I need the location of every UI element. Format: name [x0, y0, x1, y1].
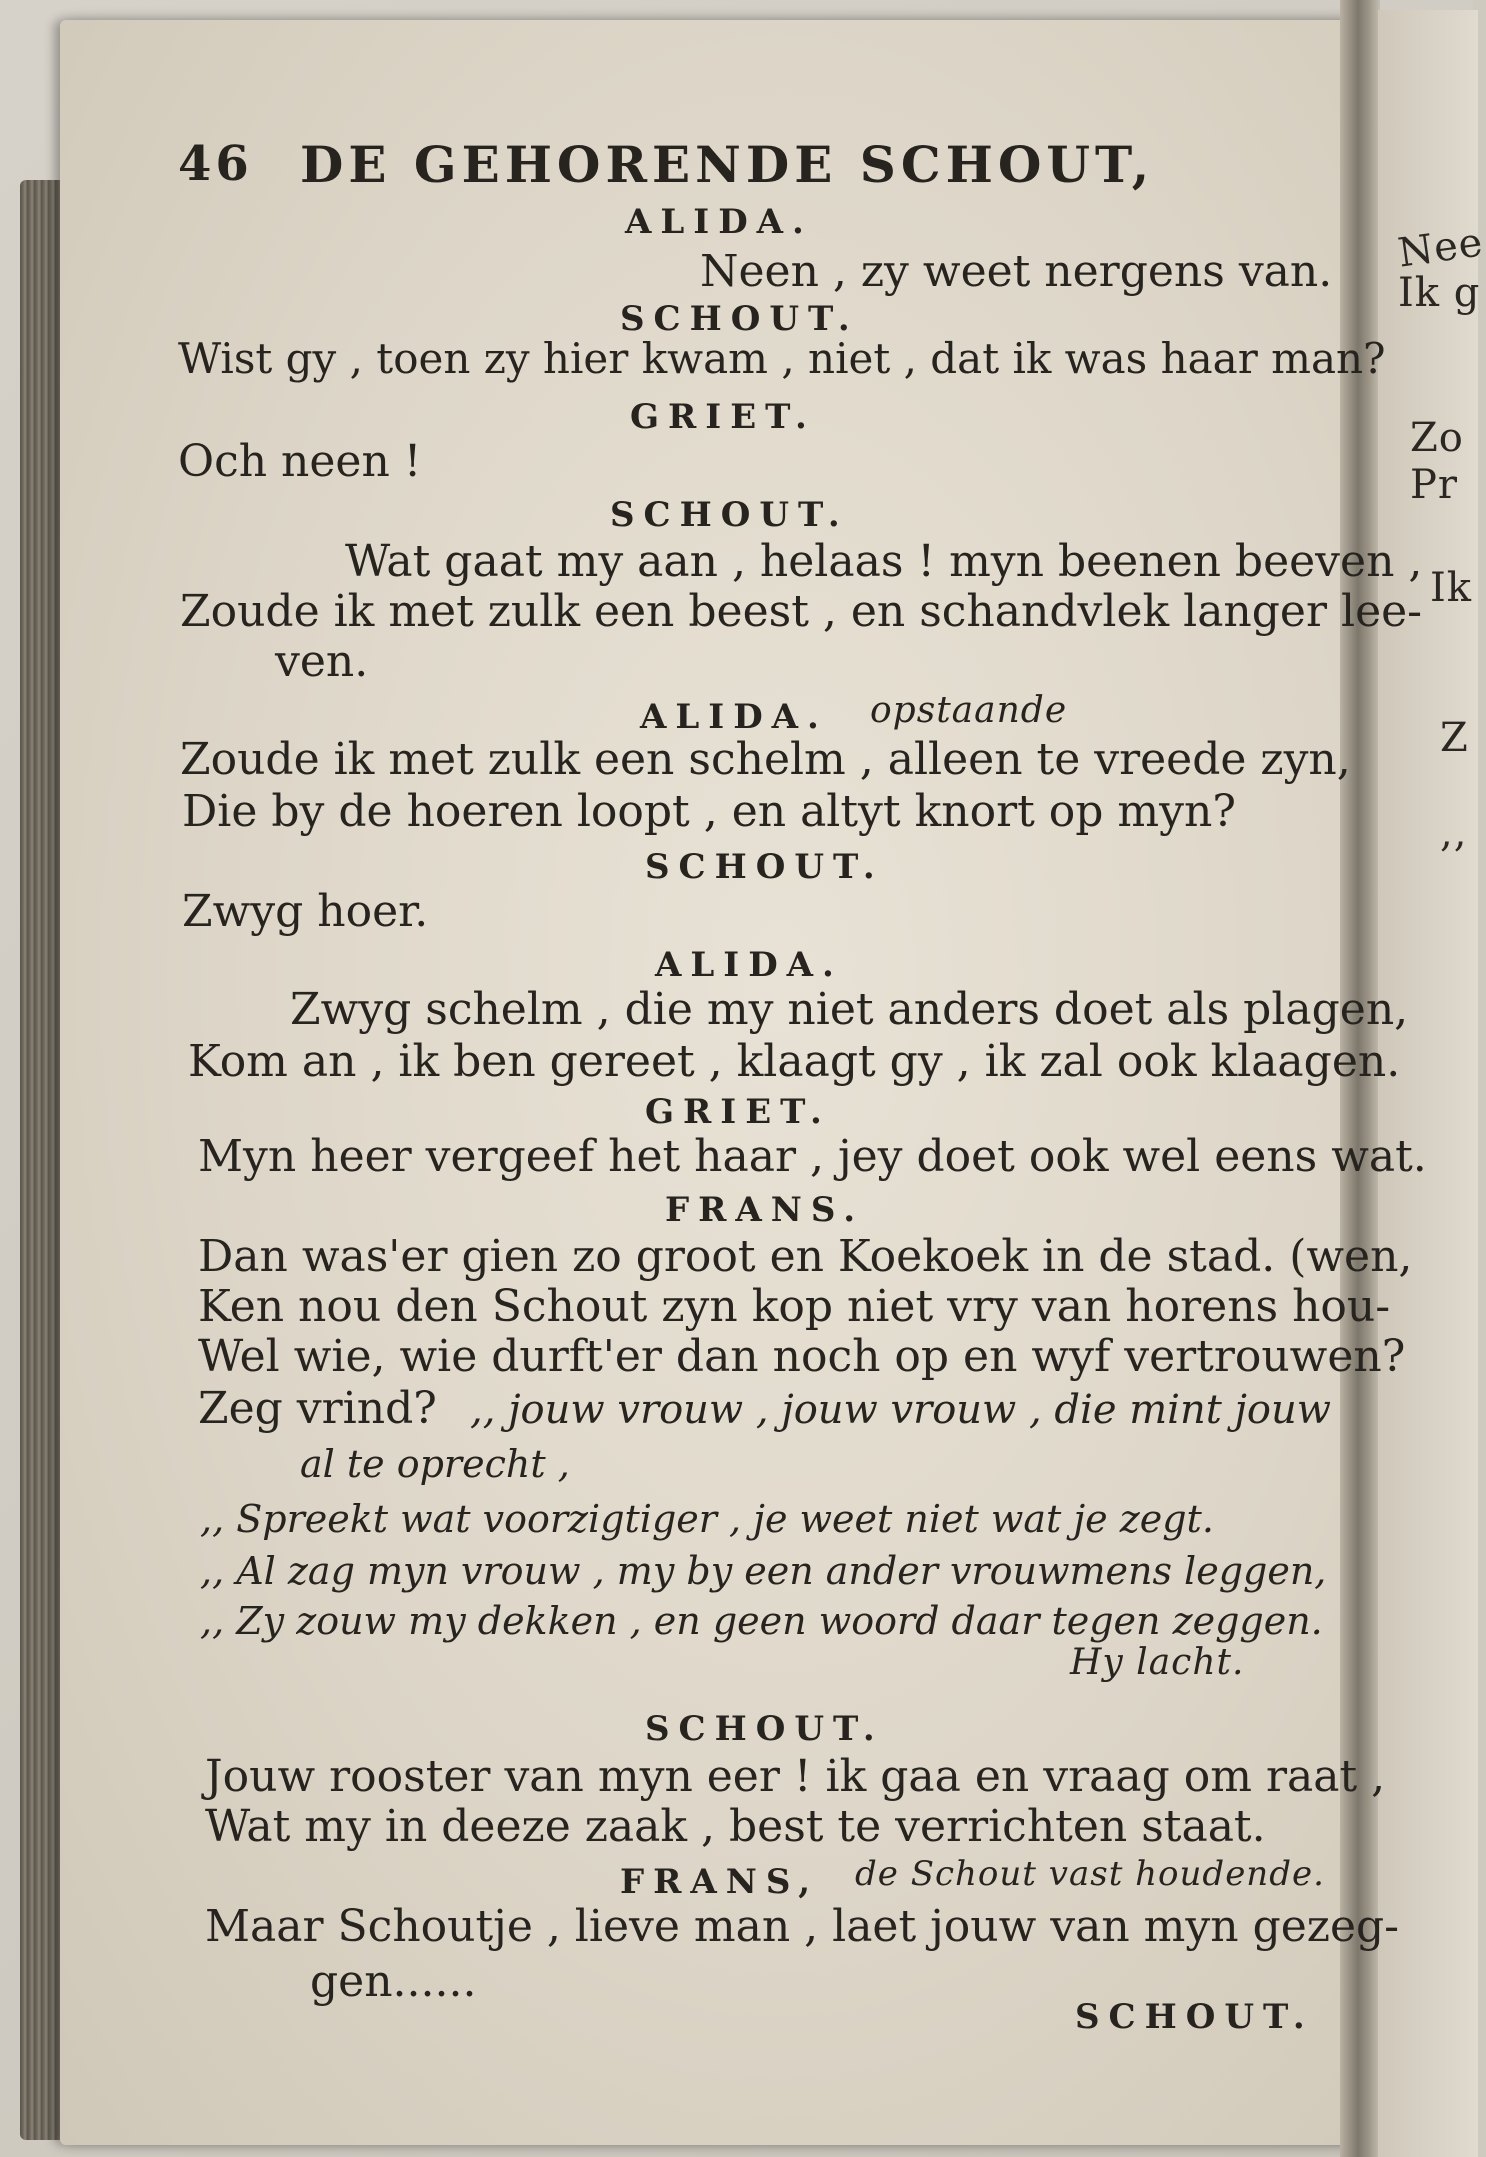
verse-line: Zwyg schelm , die my niet anders doet als plagen, [290, 984, 1409, 1035]
verse-line: Wat my in deeze zaak , best te verrichten staat. [205, 1801, 1266, 1852]
verse-line: Jouw rooster van myn eer ! ik gaa en vraag om raat , [205, 1751, 1386, 1802]
page-number: 46 [178, 136, 253, 192]
verse-line-italic: ,, Zy zouw my dekken , en geen woord daar tegen zeggen. [200, 1599, 1323, 1643]
speaker-griet: GRIET. [630, 397, 816, 437]
speaker-schout: SCHOUT. [645, 847, 884, 887]
facing-text-6: Z [1440, 715, 1469, 761]
stage-direction: Hy lacht. [1070, 1642, 1245, 1683]
verse-line: Wel wie, wie durft'er dan noch op en wyf vertrouwen? [198, 1331, 1406, 1382]
verse-line: Kom an , ik ben gereet , klaagt gy , ik zal ook klaagen. [188, 1036, 1401, 1087]
facing-text-3: Zo [1410, 415, 1464, 461]
verse-line: Och neen ! [178, 436, 422, 487]
facing-text-2: Ik g [1398, 270, 1481, 316]
speaker-frans: FRANS, [620, 1862, 820, 1902]
verse-line-italic: ,, Spreekt wat voorzigtiger , je weet niet wat je zegt. [200, 1497, 1214, 1541]
speaker-schout: SCHOUT. [645, 1709, 884, 1749]
verse-line: Ken nou den Schout zyn kop niet vry van horens hou- [198, 1281, 1391, 1332]
speaker-schout: SCHOUT. [620, 299, 859, 339]
verse-line-italic: ,, Al zag myn vrouw , my by een ander vrouwmens leggen, [200, 1549, 1327, 1593]
verse-line: Zeg vrind? [198, 1383, 437, 1434]
stage-direction: opstaande [870, 690, 1068, 731]
verse-line: Zoude ik met zulk een schelm , alleen te vreede zyn, [180, 734, 1351, 785]
speaker-alida: ALIDA. [625, 202, 813, 242]
verse-line: Die by de hoeren loopt , en altyt knort op myn? [182, 786, 1236, 837]
verse-line: Neen , zy weet nergens van. [700, 246, 1333, 297]
catchword: SCHOUT. [1075, 1997, 1314, 2037]
speaker-alida: ALIDA. [640, 697, 828, 737]
verse-line: Wat gaat my aan , helaas ! myn beenen beeven , [345, 536, 1423, 587]
stage-direction: de Schout vast houdende. [855, 1854, 1325, 1894]
verse-line-italic: ,, jouw vrouw , jouw vrouw , die mint jouw [470, 1387, 1331, 1433]
speaker-griet: GRIET. [645, 1092, 831, 1132]
verse-line: Dan was'er gien zo groot en Koekoek in de stad. (wen, [198, 1231, 1413, 1282]
speaker-schout: SCHOUT. [610, 495, 849, 535]
verse-line: Zwyg hoer. [182, 886, 429, 937]
verse-line: gen...... [310, 1956, 477, 2007]
facing-text-7: ,, [1440, 810, 1468, 856]
verse-line: Zoude ik met zulk een beest , en schandvlek langer lee- [180, 586, 1423, 637]
facing-text-5: Ik [1430, 565, 1473, 611]
verse-line: ven. [275, 636, 369, 687]
verse-line: Myn heer vergeef het haar , jey doet ook wel eens wat. [198, 1131, 1427, 1182]
verse-line: Wist gy , toen zy hier kwam , niet , dat ik was haar man? [178, 334, 1386, 383]
facing-text-4: Pr [1410, 462, 1459, 508]
speaker-alida: ALIDA. [655, 945, 843, 985]
verse-line-italic: al te oprecht , [300, 1442, 570, 1486]
speaker-frans: FRANS. [665, 1190, 865, 1230]
verse-line: Maar Schoutje , lieve man , laet jouw van myn gezeg- [205, 1901, 1400, 1952]
facing-text-1: Nee [1395, 219, 1486, 277]
running-title: DE GEHORENDE SCHOUT, [300, 135, 1155, 194]
